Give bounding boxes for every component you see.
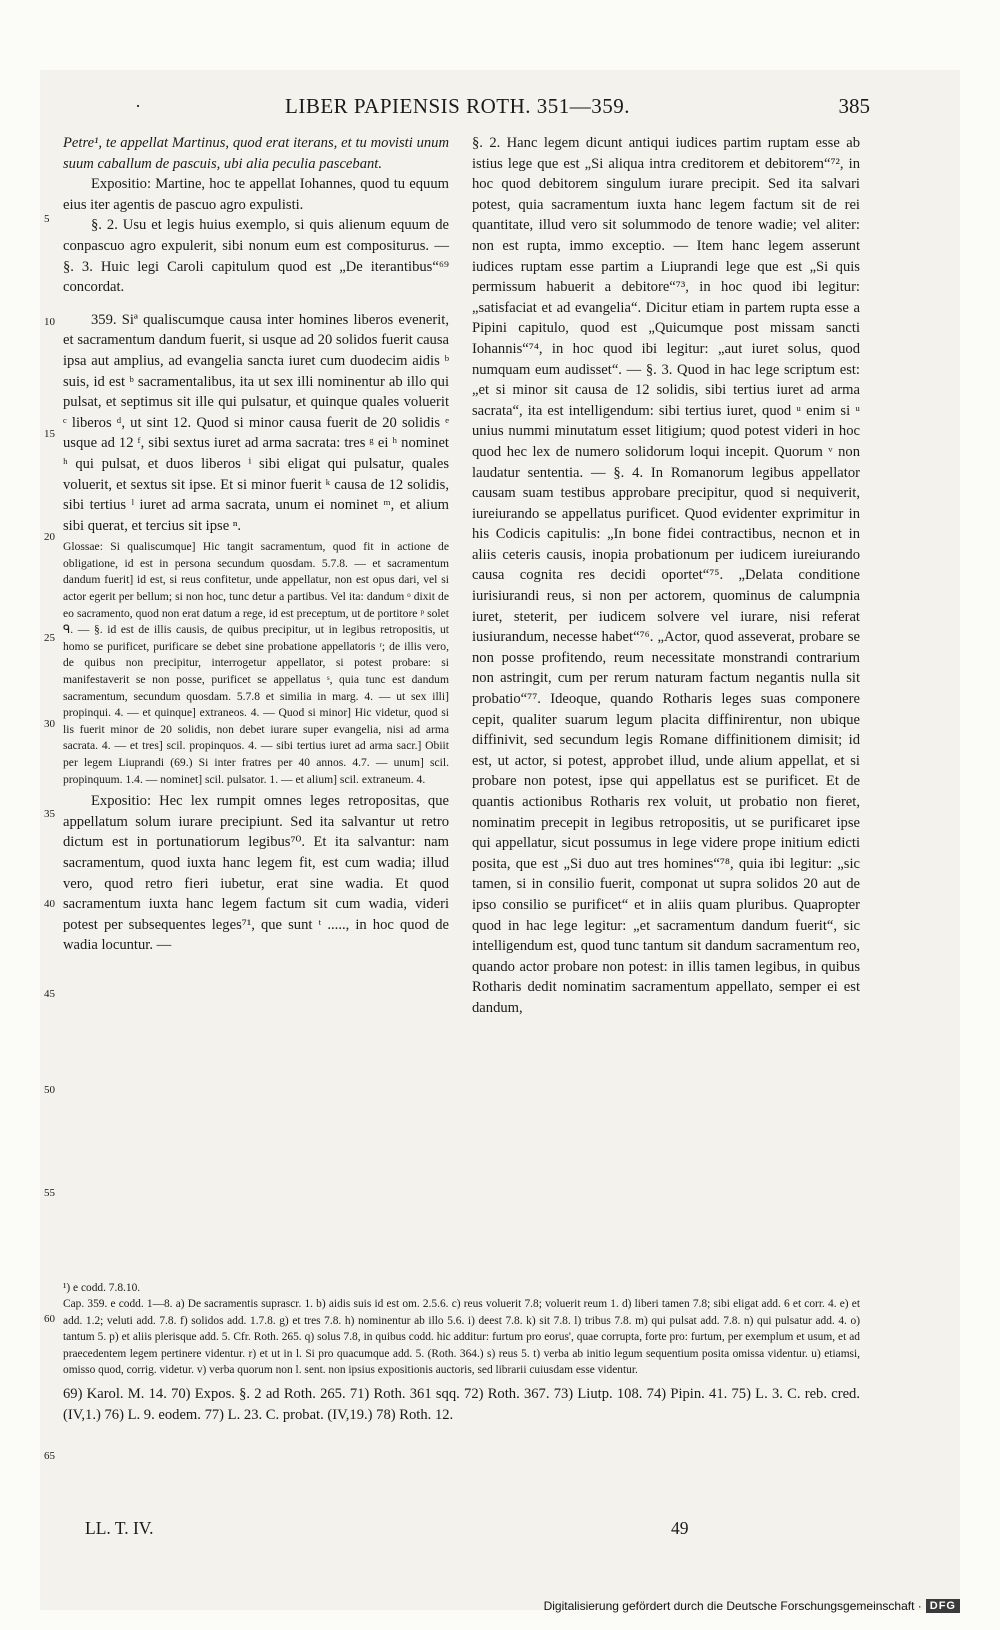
footnotes [63, 1280, 860, 1426]
line-number: 5 [44, 213, 50, 225]
line-number: 55 [44, 1187, 55, 1199]
header-title: LIBER PAPIENSIS ROTH. 351—359. [285, 94, 631, 118]
header-dot: · [135, 96, 141, 116]
commentary-text: §. 2. Hanc legem dicunt antiqui iudices partim ruptam esse ab istius lege que est „Si aliqua intra creditorem et debitorem“⁷², in hoc quod debitorem singulum iurare precipit. Sed ita salvari potest, quia sacramentum iuxta hanc legem factum sit de rei quantitate, illud vero sit solummodo de tenore wadie; vel aliter: non est rupta, immo exceptio. — Item hanc legem asserunt iudices ruptam esse partim a Liuprandi lege que est „Si quis permissum habuerit a debitore“⁷³, in hoc quod ibi legitur: „satisfaciat et ad evangelia“. Dicitur etiam in partem rupta esse a Pipini capitulo, quod est „Quicumque post missam sancti Iohannis“⁷⁴, in hoc quod ibi legitur: „aut iuret solus, quod numquam eum audisset“. — §. 3. Quod in hac lege scriptum est: „et si minor sit causa de 12 solidis, sibi tertius iuret ad arma sacrata“, ita est intelligendum: sibi tertius iuret, quod ᵘ enim si ᵘ unius nummi minutatum esset litigium; quod potest videri in hoc quod hec lex de numero solidorum loqui incepit. Quorum ᵛ non laudatur sententia. — §. 4. In Romanorum legibus appellator causam suam testibus approbare precipitur, quod si nequiverit, iureiurando se appellatus purificet. Quod evidenter exprimitur in his Codicis capitulis: „In bone fidei contractibus, necnon et in aliis ceteris causis, inopia probationum per iudicem iureiurando causa cognita res decidi oportet“⁷⁵. „Delata conditione iurisiurandi reus, si non per actorem, quominus de calumpnia iuret, steterit, per iudicem solvere vel iurare, nisi referat iusiurandum, necesse habet“⁷⁶. „Actor, quod asseverat, probare se non posse profitendo, reum necessitate monstrandi contrarium non astringit, cum per rerum naturam factum negantis nulla sit probatio“⁷⁷. Ideoque, quando Rotharis leges suas componere cepit, qualiter suarum legum placita diffinirentur, non ubique diffinivit, sed secundum legis Romane diffinitionem dimisit; id est, ut actor, si potest, approbet illud, unde alium appellat, et si probare non potest, ipse qui appellatus est se purificet. Et de quantis actionibus Rotharis rex voluit, ut probatio non fieret, nominatim precepit in legibus retropositis, ut se purificaret ipse qui appellatur, sicut possumus in lege videre prope initium edicti posita, que est „Si duo aut tres homines“⁷⁸, quia ibi legitur: „sic tamen, si in consilio fuerit, componat ut supra solidos 20 aut de ipso consilio se purificet“ et in aliis quam pluribus. Quapropter quod in hac lege legitur: „et sacramentum dandum fuerit“, sic intelligendum est, quod tunc tantum sit dandum sacramentum reo, quando actor probare non potest: in illis tamen legibus, in quibus Rotharis dedit nominatim sacramentum appellato, semper ei est dandum, [472, 135, 860, 1016]
line-number: 65 [44, 1450, 55, 1462]
line-number: 15 [44, 428, 55, 440]
line-number: 60 [44, 1313, 55, 1325]
glossae: Glossae: Si qualiscumque] Hic tangit sacramentum, quod fit in actione de obligatione, id est in persona secundum quosdam. 5.7.8. — et sacramentum dandum fuerit] id est, si reus confitetur, unde appellatur, non est opus dari, vel si actor egerit per bellum; si non hoc, tunc detur a partibus. Vel ita: dandum ᵒ dixit de eo sacramento, quod non erat datum a rege, id est preceptum, ut de portitore ᵖ solet ᑫ. — §. id est de illis causis, de quibus precipitur, ut in legibus retropositis, ut homo se purificet, purificare se debet sine probatione appellatoris ʳ; de illis vero, de quibus non precipitur, interrogetur appellator, si potest probare: si manifestaverit se non posse, purificet se appellatus ˢ, quia tunc est dandum sacramentum, secundum quosdam. 5.7.8 et similia in marg. 4. — ut sex illi] propinqui. 4. — et quinque] extraneos. 4. — Quod si minor] Hic videtur, quod si lis fuerit minor de 20 solidis, non debet iurare super evangelia, nisi ad arma sacrata. 4. — et tres] scil. propinquos. 4. — sibi tertius iuret ad arma sacr.] Obiit per legem Liuprandi (69.) Si inter fratres per 40 annos. 4.7. — unum] scil. propinquum. 1.4. — nominet] scil. pulsator. 1. — et alium] scil. extraneum. 4. [63, 540, 449, 786]
chapter-359: 359. Siª qualiscumque causa inter homines liberos evenerit, et sacramentum dandum fuerit, si usque ad 20 solidos fuerit causa ipsa aut amplius, ad evangelia sancta iuret cum duodecim aidis ᵇ suis, id est ᵇ sacramentalibus, ita ut sex illi nominentur ab illo qui pulsat, et septimus sit ille qui pulsatur, et quinque quales voluerit ᶜ liberos ᵈ, ut sint 12. Quod si minor causa fuerit de 20 solidis ᵉ usque ad 12 ᶠ, sibi sextus iuret ad arma sacrata: tres ᵍ ei ʰ nominet ʰ qui pulsat, et duos liberos ⁱ sibi eligat qui pulsatur, quales voluerit, et sextus sit ipse. Et si minor fuerit ᵏ causa de 12 solidis, sibi tertius ˡ iuret ad arma sacrata, unum ei nominet ᵐ, et alium sibi querat, et tercius sit ipse ⁿ. [63, 311, 449, 534]
line-number: 45 [44, 988, 55, 1000]
line-number: 50 [44, 1084, 55, 1096]
running-header [60, 94, 870, 120]
footnote-apparatus: Cap. 359. e codd. 1—8. a) De sacramentis suprascr. 1. b) aidis suis id est om. 2.5.6. c) reus voluerit 7.8; voluerit reum 1. d) liberi tamen 7.8; sibi eligat add. 6 et corr. 4. e) et add. 1.2; veluti add. 7.8. f) solidos add. 1.7.8. g) et tres 7.8. h) nominentur ab illo 5.6. i) deest 7.8. k) sit 7.8. l) tribus 7.8. m) qui pulsat add. 7.8. n) qui pulsatur add. 4. o) tantum 5. p) et aliis plerisque add. 5. Cfr. Roth. 265. q) solus 7.8, in quibus codd. hic additur: furtum pro eorus', quae corrupta, forte pro: furtum, per exemplum et usum, et ad praecedentem legem pertinere videntur. r) et ut in l. Si pro quacumque add. 5. (Roth. 364.) s) reus 5. t) verba ab initio legum sequentium posita omissa videntur. u) etiamsi, omisso quod, corrig. videtur. v) verba quorum non l. sent. non ipsius expositionis auctoris, sed librarii cuiusdam esse videntur. [63, 1298, 860, 1377]
line-number: 40 [44, 898, 55, 910]
expositio-paragraph: Expositio: Hec lex rumpit omnes leges retropositas, que appellatum solum iurare precipiunt. Sed ita salvantur ut retro dictum est in portunatiorum legibus⁷⁰. Et ita salvantur: nam sacramentum, quod iuxta hanc legem fit, est cum wadia; illud vero, quod retro fieri iubetur, erat sine wadia. Et quod sacramentum iuxta hanc legem factum sit cum wadia, videri potest per subsequentes leges⁷¹, que sunt ᵗ ....., in hoc quod de wadia locuntur. — [63, 793, 449, 954]
right-column [472, 133, 860, 1019]
footnote-references: 69) Karol. M. 14. 70) Expos. §. 2 ad Roth. 265. 71) Roth. 361 sqq. 72) Roth. 367. 73) Liutp. 108. 74) Pipin. 41. 75) L. 3. C. reb. cred. (IV,1.) 76) L. 9. eodem. 77) L. 23. C. probat. (IV,19.) 78) Roth. 12. [63, 1386, 860, 1424]
left-column [63, 133, 449, 956]
digitization-credit [544, 1596, 960, 1616]
paragraph: §. 2. Usu et legis huius exemplo, si quis alienum equum de conpascuo agro expulerit, sibi nonum eum est compositurus. — §. 3. Huic legi Caroli capitulum quod est „De iterantibus“⁶⁹ concordat. [63, 217, 449, 296]
line-number: 20 [44, 531, 55, 543]
volume-signature: LL. T. IV. [85, 1518, 154, 1538]
page-number: 385 [838, 94, 870, 118]
footnote: ¹) e codd. 7.8.10. [63, 1282, 141, 1294]
line-number: 30 [44, 718, 55, 730]
formula-text: Petre¹, te appellat Martinus, quod erat iterans, et tu movisti unum suum caballum de pascuis, ubi alia peculia pascebant. [63, 135, 449, 172]
expositio-paragraph: Expositio: Martine, hoc te appellat Iohannes, quod tu equum eius iter agentis de pascuo agro expulisti. [63, 176, 449, 213]
credit-text: Digitalisierung gefördert durch die Deutsche Forschungsgemeinschaft · [543, 1599, 922, 1613]
dfg-logo: DFG [926, 1599, 960, 1613]
gathering-number: 49 [671, 1518, 689, 1538]
signature-line [63, 1518, 860, 1542]
line-number: 35 [44, 808, 55, 820]
line-number: 25 [44, 632, 55, 644]
line-number: 10 [44, 316, 55, 328]
